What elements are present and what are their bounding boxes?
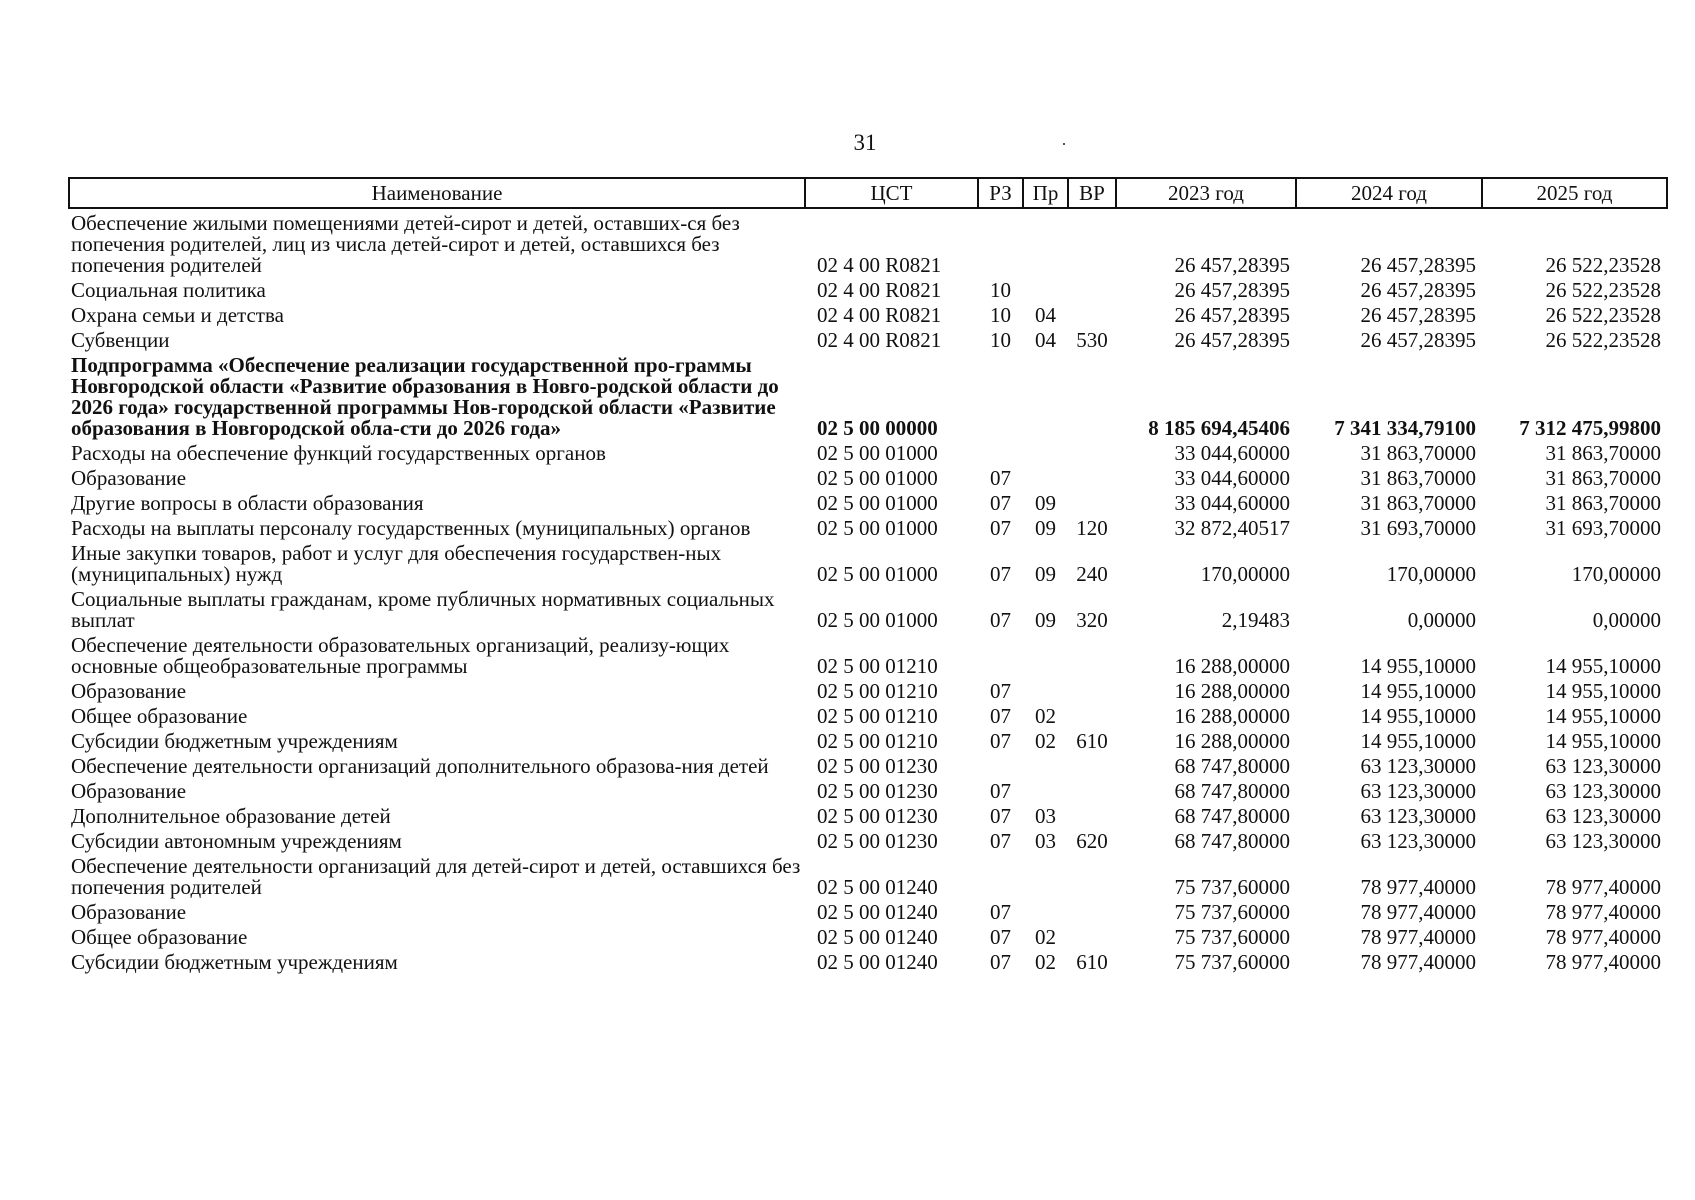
cell-2024: 78 977,40000 xyxy=(1360,875,1476,899)
cell-name: Охрана семьи и детства xyxy=(71,303,284,327)
cell-vr xyxy=(1068,439,1116,464)
cell-2023: 16 288,00000 xyxy=(1174,654,1290,678)
cell-cst: 02 5 00 01210 xyxy=(817,729,938,753)
cell-vr xyxy=(1068,677,1116,702)
cell-pr xyxy=(1023,208,1068,276)
cell-vr xyxy=(1068,702,1116,727)
table-row xyxy=(69,351,1667,439)
table-row xyxy=(69,326,1667,351)
cell-rz: 07 xyxy=(990,516,1011,540)
header-pr: Пр xyxy=(1023,178,1068,208)
table-row xyxy=(69,539,1667,585)
cell-2025: 78 977,40000 xyxy=(1545,875,1661,899)
cell-name: Социальная политика xyxy=(71,278,266,302)
header-2023: 2023 год xyxy=(1116,178,1296,208)
cell-2023: 2,19483 xyxy=(1221,608,1290,632)
cell-name: Другие вопросы в области образования xyxy=(71,491,424,515)
cell-2024: 63 123,30000 xyxy=(1360,779,1476,803)
cell-2023: 68 747,80000 xyxy=(1174,779,1290,803)
cell-vr xyxy=(1068,301,1116,326)
cell-rz: 10 xyxy=(990,278,1011,302)
cell-cst: 02 5 00 01000 xyxy=(817,516,938,540)
cell-2023: 32 872,40517 xyxy=(1174,516,1290,540)
cell-2023: 26 457,28395 xyxy=(1174,278,1290,302)
cell-2024: 31 863,70000 xyxy=(1360,441,1476,465)
table-row xyxy=(69,752,1667,777)
cell-2023: 75 737,60000 xyxy=(1174,925,1290,949)
cell-pr: 02 xyxy=(1035,950,1056,974)
cell-rz: 07 xyxy=(990,491,1011,515)
cell-vr: 320 xyxy=(1076,608,1108,632)
cell-cst: 02 5 00 01240 xyxy=(817,950,938,974)
cell-2025: 31 863,70000 xyxy=(1545,466,1661,490)
cell-cst: 02 5 00 01230 xyxy=(817,804,938,828)
table-row xyxy=(69,777,1667,802)
cell-name: Обеспечение жилыми помещениями детей-сирот и детей, оставших-ся без попечения родителей, лиц из числа детей-сирот и детей, оставшихся без попечения родителей xyxy=(71,211,740,277)
table-row xyxy=(69,802,1667,827)
cell-pr: 02 xyxy=(1035,729,1056,753)
cell-pr: 04 xyxy=(1035,303,1056,327)
table-row xyxy=(69,439,1667,464)
header-2025: 2025 год xyxy=(1482,178,1667,208)
cell-vr: 610 xyxy=(1076,950,1108,974)
cell-vr xyxy=(1068,752,1116,777)
cell-cst: 02 5 00 01210 xyxy=(817,679,938,703)
cell-name: Социальные выплаты гражданам, кроме публичных нормативных социальных выплат xyxy=(71,587,775,632)
cell-2024: 63 123,30000 xyxy=(1360,804,1476,828)
cell-2023: 75 737,60000 xyxy=(1174,950,1290,974)
cell-pr: 09 xyxy=(1035,608,1056,632)
cell-rz: 07 xyxy=(990,804,1011,828)
cell-cst: 02 5 00 00000 xyxy=(817,416,938,440)
cell-2025: 14 955,10000 xyxy=(1545,654,1661,678)
cell-2023: 33 044,60000 xyxy=(1174,466,1290,490)
cell-cst: 02 5 00 01000 xyxy=(817,466,938,490)
cell-2025: 14 955,10000 xyxy=(1545,679,1661,703)
cell-2025: 78 977,40000 xyxy=(1545,925,1661,949)
cell-pr: 09 xyxy=(1035,516,1056,540)
cell-vr xyxy=(1068,802,1116,827)
cell-name: Субсидии автономным учреждениям xyxy=(71,829,402,853)
cell-2023: 75 737,60000 xyxy=(1174,900,1290,924)
cell-2024: 63 123,30000 xyxy=(1360,754,1476,778)
table-header-row xyxy=(69,178,1667,208)
cell-2024: 14 955,10000 xyxy=(1360,654,1476,678)
table-row xyxy=(69,677,1667,702)
cell-pr xyxy=(1023,752,1068,777)
cell-name: Обеспечение деятельности образовательных организаций, реализу-ющих основные общеобразовательные программы xyxy=(71,633,730,678)
cell-2023: 68 747,80000 xyxy=(1174,804,1290,828)
cell-2024: 14 955,10000 xyxy=(1360,729,1476,753)
cell-pr xyxy=(1023,464,1068,489)
cell-cst: 02 4 00 R0821 xyxy=(817,303,942,327)
table-row xyxy=(69,464,1667,489)
cell-2023: 33 044,60000 xyxy=(1174,491,1290,515)
cell-name: Образование xyxy=(71,779,187,803)
cell-2025: 63 123,30000 xyxy=(1545,779,1661,803)
cell-pr xyxy=(1023,677,1068,702)
cell-cst: 02 5 00 01000 xyxy=(817,441,938,465)
cell-name: Образование xyxy=(71,466,187,490)
cell-2025: 31 693,70000 xyxy=(1545,516,1661,540)
cell-2023: 16 288,00000 xyxy=(1174,729,1290,753)
cell-2024: 78 977,40000 xyxy=(1360,900,1476,924)
cell-2025: 78 977,40000 xyxy=(1545,900,1661,924)
cell-pr xyxy=(1023,631,1068,677)
cell-rz: 07 xyxy=(990,829,1011,853)
table-row xyxy=(69,208,1667,276)
cell-cst: 02 5 00 01000 xyxy=(817,491,938,515)
header-rz: РЗ xyxy=(978,178,1023,208)
cell-name: Общее образование xyxy=(71,704,248,728)
cell-name: Расходы на обеспечение функций государственных органов xyxy=(71,441,606,465)
table-row xyxy=(69,585,1667,631)
cell-name: Подпрограмма «Обеспечение реализации государственной про-граммы Новгородской области «Развитие образования в Новго-родской области до 2026 года» государственной программы Нов-городской области «Развитие образования в Новгородской обла-сти до 2026 года» xyxy=(71,353,779,440)
cell-vr xyxy=(1068,351,1116,439)
cell-2024: 7 341 334,79100 xyxy=(1334,416,1476,440)
cell-cst: 02 4 00 R0821 xyxy=(817,328,942,352)
header-vr: ВР xyxy=(1068,178,1116,208)
cell-name: Дополнительное образование детей xyxy=(71,804,391,828)
cell-2024: 78 977,40000 xyxy=(1360,950,1476,974)
cell-2023: 170,00000 xyxy=(1200,562,1290,586)
cell-rz xyxy=(978,631,1023,677)
cell-2023: 8 185 694,45406 xyxy=(1148,416,1290,440)
cell-vr xyxy=(1068,852,1116,898)
cell-name: Субвенции xyxy=(71,328,170,352)
cell-2023: 26 457,28395 xyxy=(1174,328,1290,352)
cell-2025: 31 863,70000 xyxy=(1545,491,1661,515)
cell-rz xyxy=(978,351,1023,439)
cell-pr xyxy=(1023,276,1068,301)
cell-name: Обеспечение деятельности организаций для детей-сирот и детей, оставшихся без попечения родителей xyxy=(71,854,801,899)
cell-2025: 0,00000 xyxy=(1592,608,1661,632)
cell-pr xyxy=(1023,777,1068,802)
cell-vr: 240 xyxy=(1076,562,1108,586)
cell-cst: 02 5 00 01240 xyxy=(817,900,938,924)
page-number: 31 xyxy=(853,130,877,155)
cell-2023: 68 747,80000 xyxy=(1174,754,1290,778)
table-row xyxy=(69,276,1667,301)
cell-2024: 26 457,28395 xyxy=(1360,303,1476,327)
cell-cst: 02 5 00 01000 xyxy=(817,562,938,586)
cell-vr xyxy=(1068,631,1116,677)
cell-2025: 63 123,30000 xyxy=(1545,804,1661,828)
budget-table xyxy=(68,177,1668,973)
cell-2024: 14 955,10000 xyxy=(1360,679,1476,703)
cell-rz xyxy=(978,852,1023,898)
cell-2024: 78 977,40000 xyxy=(1360,925,1476,949)
cell-2025: 26 522,23528 xyxy=(1545,328,1661,352)
table-row xyxy=(69,489,1667,514)
cell-rz: 07 xyxy=(990,925,1011,949)
header-name: Наименование xyxy=(69,178,805,208)
cell-name: Расходы на выплаты персоналу государственных (муниципальных) органов xyxy=(71,516,751,540)
cell-vr xyxy=(1068,923,1116,948)
table-row xyxy=(69,301,1667,326)
cell-cst: 02 5 00 01230 xyxy=(817,754,938,778)
cell-rz: 10 xyxy=(990,303,1011,327)
cell-2024: 26 457,28395 xyxy=(1360,328,1476,352)
cell-2023: 68 747,80000 xyxy=(1174,829,1290,853)
cell-rz: 07 xyxy=(990,950,1011,974)
cell-name: Иные закупки товаров, работ и услуг для обеспечения государствен-ных (муниципальных) нужд xyxy=(71,541,722,586)
table-row xyxy=(69,702,1667,727)
cell-2025: 78 977,40000 xyxy=(1545,950,1661,974)
cell-2025: 31 863,70000 xyxy=(1545,441,1661,465)
cell-cst: 02 5 00 01000 xyxy=(817,608,938,632)
cell-name: Образование xyxy=(71,900,187,924)
cell-2023: 26 457,28395 xyxy=(1174,303,1290,327)
cell-cst: 02 5 00 01230 xyxy=(817,779,938,803)
cell-2025: 26 522,23528 xyxy=(1545,303,1661,327)
cell-2023: 16 288,00000 xyxy=(1174,679,1290,703)
cell-cst: 02 4 00 R0821 xyxy=(817,278,942,302)
cell-2025: 26 522,23528 xyxy=(1545,253,1661,277)
cell-rz xyxy=(978,208,1023,276)
table-row xyxy=(69,898,1667,923)
cell-vr xyxy=(1068,276,1116,301)
cell-2024: 14 955,10000 xyxy=(1360,704,1476,728)
cell-vr: 530 xyxy=(1076,328,1108,352)
cell-rz: 07 xyxy=(990,608,1011,632)
cell-pr: 03 xyxy=(1035,804,1056,828)
cell-name: Субсидии бюджетным учреждениям xyxy=(71,729,398,753)
cell-pr xyxy=(1023,898,1068,923)
cell-2025: 7 312 475,99800 xyxy=(1519,416,1661,440)
cell-2023: 75 737,60000 xyxy=(1174,875,1290,899)
cell-rz: 07 xyxy=(990,679,1011,703)
cell-vr xyxy=(1068,208,1116,276)
cell-2025: 63 123,30000 xyxy=(1545,754,1661,778)
cell-2024: 31 693,70000 xyxy=(1360,516,1476,540)
cell-pr: 02 xyxy=(1035,704,1056,728)
cell-rz: 07 xyxy=(990,779,1011,803)
cell-name: Обеспечение деятельности организаций дополнительного образова-ния детей xyxy=(71,754,769,778)
cell-rz xyxy=(978,439,1023,464)
cell-vr: 620 xyxy=(1076,829,1108,853)
cell-cst: 02 5 00 01240 xyxy=(817,925,938,949)
cell-vr: 610 xyxy=(1076,729,1108,753)
cell-pr: 09 xyxy=(1035,562,1056,586)
cell-rz xyxy=(978,752,1023,777)
table-row xyxy=(69,923,1667,948)
cell-2024: 26 457,28395 xyxy=(1360,278,1476,302)
cell-name: Образование xyxy=(71,679,187,703)
cell-pr xyxy=(1023,351,1068,439)
cell-vr xyxy=(1068,489,1116,514)
cell-rz: 07 xyxy=(990,562,1011,586)
cell-rz: 07 xyxy=(990,900,1011,924)
table-row xyxy=(69,948,1667,973)
cell-pr xyxy=(1023,439,1068,464)
cell-pr: 03 xyxy=(1035,829,1056,853)
cell-cst: 02 5 00 01240 xyxy=(817,875,938,899)
scan-speck xyxy=(1063,143,1065,145)
header-2024: 2024 год xyxy=(1296,178,1482,208)
cell-rz: 07 xyxy=(990,466,1011,490)
cell-cst: 02 5 00 01210 xyxy=(817,654,938,678)
cell-name: Субсидии бюджетным учреждениям xyxy=(71,950,398,974)
table-row xyxy=(69,514,1667,539)
cell-vr xyxy=(1068,777,1116,802)
cell-2025: 14 955,10000 xyxy=(1545,704,1661,728)
cell-pr: 04 xyxy=(1035,328,1056,352)
cell-pr: 09 xyxy=(1035,491,1056,515)
cell-2024: 31 863,70000 xyxy=(1360,491,1476,515)
cell-2024: 170,00000 xyxy=(1386,562,1476,586)
cell-2024: 26 457,28395 xyxy=(1360,253,1476,277)
cell-2024: 63 123,30000 xyxy=(1360,829,1476,853)
table-row xyxy=(69,827,1667,852)
cell-cst: 02 5 00 01230 xyxy=(817,829,938,853)
cell-cst: 02 5 00 01210 xyxy=(817,704,938,728)
table-body xyxy=(69,208,1667,973)
cell-2025: 170,00000 xyxy=(1571,562,1661,586)
cell-rz: 07 xyxy=(990,704,1011,728)
cell-2025: 26 522,23528 xyxy=(1545,278,1661,302)
cell-vr xyxy=(1068,898,1116,923)
cell-vr xyxy=(1068,464,1116,489)
cell-pr: 02 xyxy=(1035,925,1056,949)
cell-2023: 33 044,60000 xyxy=(1174,441,1290,465)
table-row xyxy=(69,631,1667,677)
cell-2024: 0,00000 xyxy=(1407,608,1476,632)
table-row xyxy=(69,852,1667,898)
cell-2025: 14 955,10000 xyxy=(1545,729,1661,753)
cell-name: Общее образование xyxy=(71,925,248,949)
cell-2025: 63 123,30000 xyxy=(1545,829,1661,853)
cell-rz: 10 xyxy=(990,328,1011,352)
cell-rz: 07 xyxy=(990,729,1011,753)
table-row xyxy=(69,727,1667,752)
cell-pr xyxy=(1023,852,1068,898)
header-cst: ЦСТ xyxy=(805,178,978,208)
cell-2023: 26 457,28395 xyxy=(1174,253,1290,277)
cell-cst: 02 4 00 R0821 xyxy=(817,253,942,277)
cell-vr: 120 xyxy=(1076,516,1108,540)
cell-2023: 16 288,00000 xyxy=(1174,704,1290,728)
cell-2024: 31 863,70000 xyxy=(1360,466,1476,490)
